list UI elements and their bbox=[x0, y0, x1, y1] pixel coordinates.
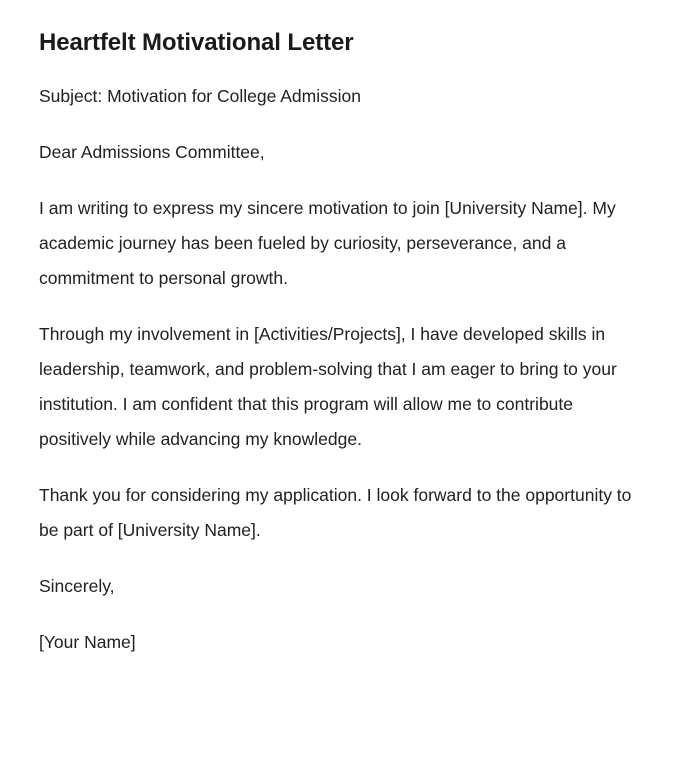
letter-body bbox=[39, 79, 640, 660]
salutation: Dear Admissions Committee, bbox=[39, 142, 265, 162]
body-paragraph-2: Through my involvement in [Activities/Projects], I have developed skills in leadership, teamwork, and problem-solving that I am eager to bring to your institution. I am confident that this program will allow me to contribute positively while advancing my knowledge. bbox=[39, 324, 617, 449]
page-title: Heartfelt Motivational Letter bbox=[39, 29, 354, 56]
body-paragraph-3: Thank you for considering my application. I look forward to the opportunity to be part of [University Name]. bbox=[39, 485, 632, 540]
signature-line: [Your Name] bbox=[39, 632, 136, 652]
body-paragraph-1: I am writing to express my sincere motivation to join [University Name]. My academic journey has been fueled by curiosity, perseverance, and a commitment to personal growth. bbox=[39, 198, 616, 288]
closing-line: Sincerely, bbox=[39, 576, 115, 596]
subject-line: Subject: Motivation for College Admission bbox=[39, 86, 361, 106]
